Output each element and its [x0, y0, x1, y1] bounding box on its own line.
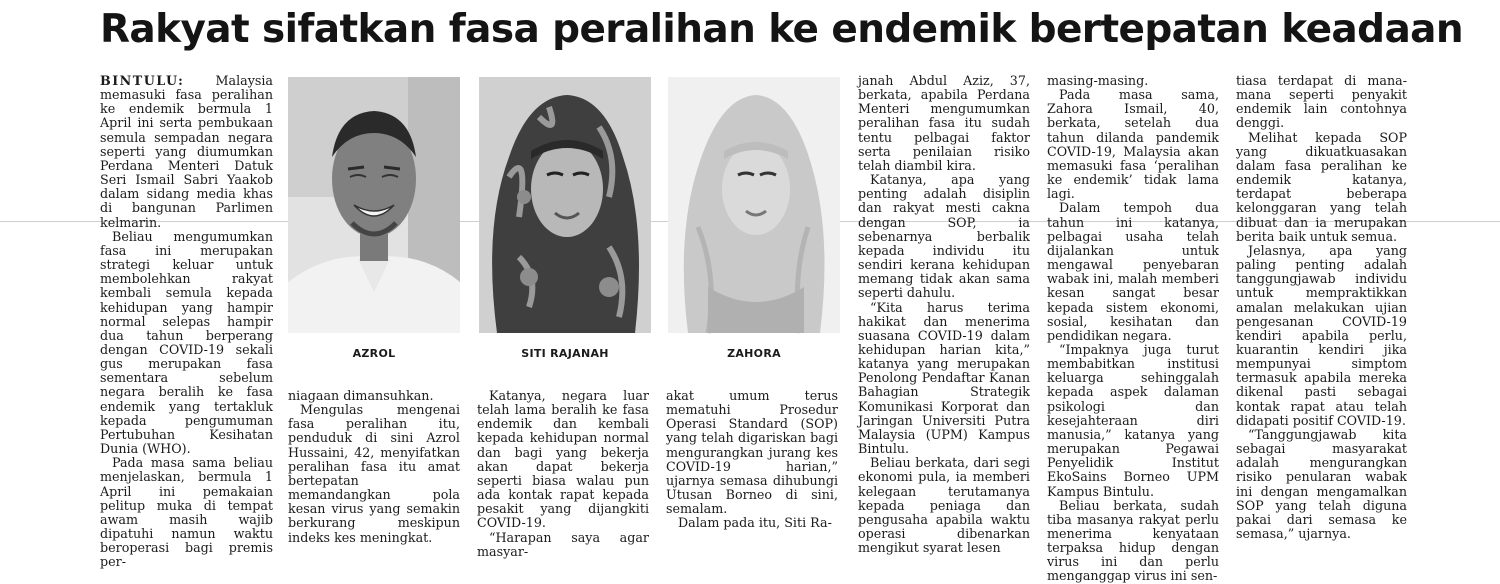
article-paragraph: “Impaknya juga turut membabitkan institusi keluarga sehinggalah kepada aspek dalaman psikologi dan kesejahteraan diri manusia,” katanya yang merupakan Pegawai Penyelidik Institut EkoSains Borneo UPM Kampus Bintulu.	[1047, 341, 1219, 499]
article-paragraph: Beliau berkata, sudah tiba masanya rakyat perlu menerima kenyataan terpaksa hidup dengan virus ini dan perlu menganggap virus ini sen-	[1047, 497, 1219, 584]
article-paragraph: Jelasnya, apa yang paling penting adalah tanggungjawab individu untuk mempraktikkan amalan melakukan ujian pengesanan COVID-19 kendiri apabila perlu, kuarantin kendiri jika mempunyai simptom termasuk apabila mereka dikenal pasti sebagai kontak rapat atau telah didapati positif COVID-19.	[1236, 242, 1407, 428]
photo-zahora	[668, 77, 840, 333]
article-paragraph: Pada masa sama, Zahora Ismail, 40, berkata, setelah dua tahun dilanda pandemik COVID-19, Malaysia akan memasuki fasa ‘peralihan ke endemik’ tidak lama lagi.	[1047, 87, 1219, 202]
article-column-7	[1236, 73, 1407, 541]
photo-caption: AZROL	[352, 347, 396, 360]
article-paragraph: “Kita harus terima hakikat dan menerima suasana COVID-19 dalam kehidupan harian kita,” katanya yang merupakan Penolong Pendaftar Kanan Bahagian Strategik Komunikasi Korporat dan Jaringan Universiti Putra Malaysia (UPM) Kampus Bintulu.	[858, 299, 1030, 457]
photo-caption: ZAHORA	[727, 347, 781, 360]
article-paragraph: niagaan dimansuhkan.	[288, 388, 434, 403]
article-paragraph: Dalam tempoh dua tahun ini katanya, pelbagai usaha telah dijalankan untuk mengawal penyebaran wabak ini, malah memberi kesan sangat besar kepada sistem ekonomi, sosial, kesihatan dan pendidikan negara.	[1047, 200, 1219, 343]
article-column-3	[477, 388, 649, 559]
article-paragraph: masing-masing.	[1047, 73, 1149, 88]
article-paragraph: Pada masa sama beliau menjelaskan, bermula 1 April ini pemakaian pelitup muka di tempat awam masih wajib dipatuhi namun waktu beroperasi bagi premis per-	[100, 455, 273, 570]
article-column-4	[666, 389, 838, 537]
article-paragraph: Mengulas mengenai fasa peralihan itu, penduduk di sini Azrol Hussaini, 42, menyifatkan peralihan fasa itu amat bertepatan memandangkan pola kesan virus yang semakin berkurang meskipun indeks kes meningkat.	[288, 402, 460, 545]
photo-azrol	[288, 77, 460, 333]
article-paragraph: janah Abdul Aziz, 37, berkata, apabila Perdana Menteri mengumumkan peralihan fasa itu sudah tentu pelbagai faktor serta penilaian risiko telah diambil kira.	[858, 73, 1030, 173]
article-paragraph: tiasa terdapat di mana-mana seperti penyakit endemik lain contohnya denggi.	[1236, 73, 1407, 131]
article-paragraph	[100, 74, 273, 230]
article-paragraph: Katanya, apa yang penting adalah disiplin dan rakyat mesti cakna dengan SOP, ia sebenarnya berbalik kepada individu itu sendiri kerana kehidupan memang tidak akan sama seperti dahulu.	[858, 172, 1030, 301]
article-paragraph: Beliau berkata, dari segi ekonomi pula, ia memberi kelegaan terutamanya kepada peniaga dan pengusaha apabila waktu operasi dibenarkan mengikut syarat lesen	[858, 455, 1030, 556]
headline: Rakyat sifatkan fasa peralihan ke endemik bertepatan keadaan	[100, 7, 1464, 52]
article-paragraph: Melihat kepada SOP yang dikuatkuasakan dalam fasa peralihan ke endemik katanya, terdapat beberapa kelonggaran yang telah dibuat dan ia merupakan berita baik untuk semua.	[1236, 129, 1407, 244]
dateline: BINTULU:	[100, 73, 185, 88]
article-paragraph: “Harapan saya agar masyar-	[477, 529, 649, 559]
article-paragraph: “Tanggungjawab kita sebagai masyarakat adalah mengurangkan risiko penularan wabak ini dengan mengamalkan SOP yang telah diguna pakai dari semasa ke semasa,” ujarnya.	[1236, 426, 1407, 541]
paragraph-text: Malaysia memasuki fasa peralihan ke endemik bermula 1 April ini serta pembukaan semula sempadan negara seperti yang diumumkan Perdana Menteri Datuk Seri Ismail Sabri Yaakob dalam sidang media khas di bangunan Parlimen kelmarin.	[100, 73, 273, 230]
article-column-1	[100, 73, 273, 570]
article-paragraph: Dalam pada itu, Siti Ra-	[678, 515, 832, 531]
article-paragraph: akat umum terus mematuhi Prosedur Operasi Standard (SOP) yang telah digariskan bagi mengurangkan jurang kes COVID-19 harian,” ujarnya semasa dihubungi Utusan Borneo di sini, semalam.	[666, 388, 838, 517]
article-paragraph: Katanya, negara luar telah lama beralih ke fasa endemik dan kembali kepada kehidupan normal dan bagi yang bekerja akan dapat bekerja seperti biasa walau pun ada kontak rapat kepada pesakit yang dijangkiti COVID-19.	[477, 388, 649, 531]
article-paragraph: Beliau mengumumkan fasa ini merupakan strategi keluar untuk membolehkan rakyat kembali semula kepada kehidupan yang hampir normal selepas hampir dua tahun berperang dengan COVID-19 sekali gus merupakan fasa sementara sebelum negara beralih ke fasa endemik yang tertakluk kepada pengumuman Pertubuhan Kesihatan Dunia (WHO).	[100, 228, 273, 457]
photo-siti-rajanah	[479, 77, 651, 333]
photo-caption: SITI RAJANAH	[521, 347, 609, 360]
article-column-2	[288, 388, 460, 545]
article-column-6	[1047, 73, 1219, 584]
article-column-5	[858, 73, 1030, 556]
